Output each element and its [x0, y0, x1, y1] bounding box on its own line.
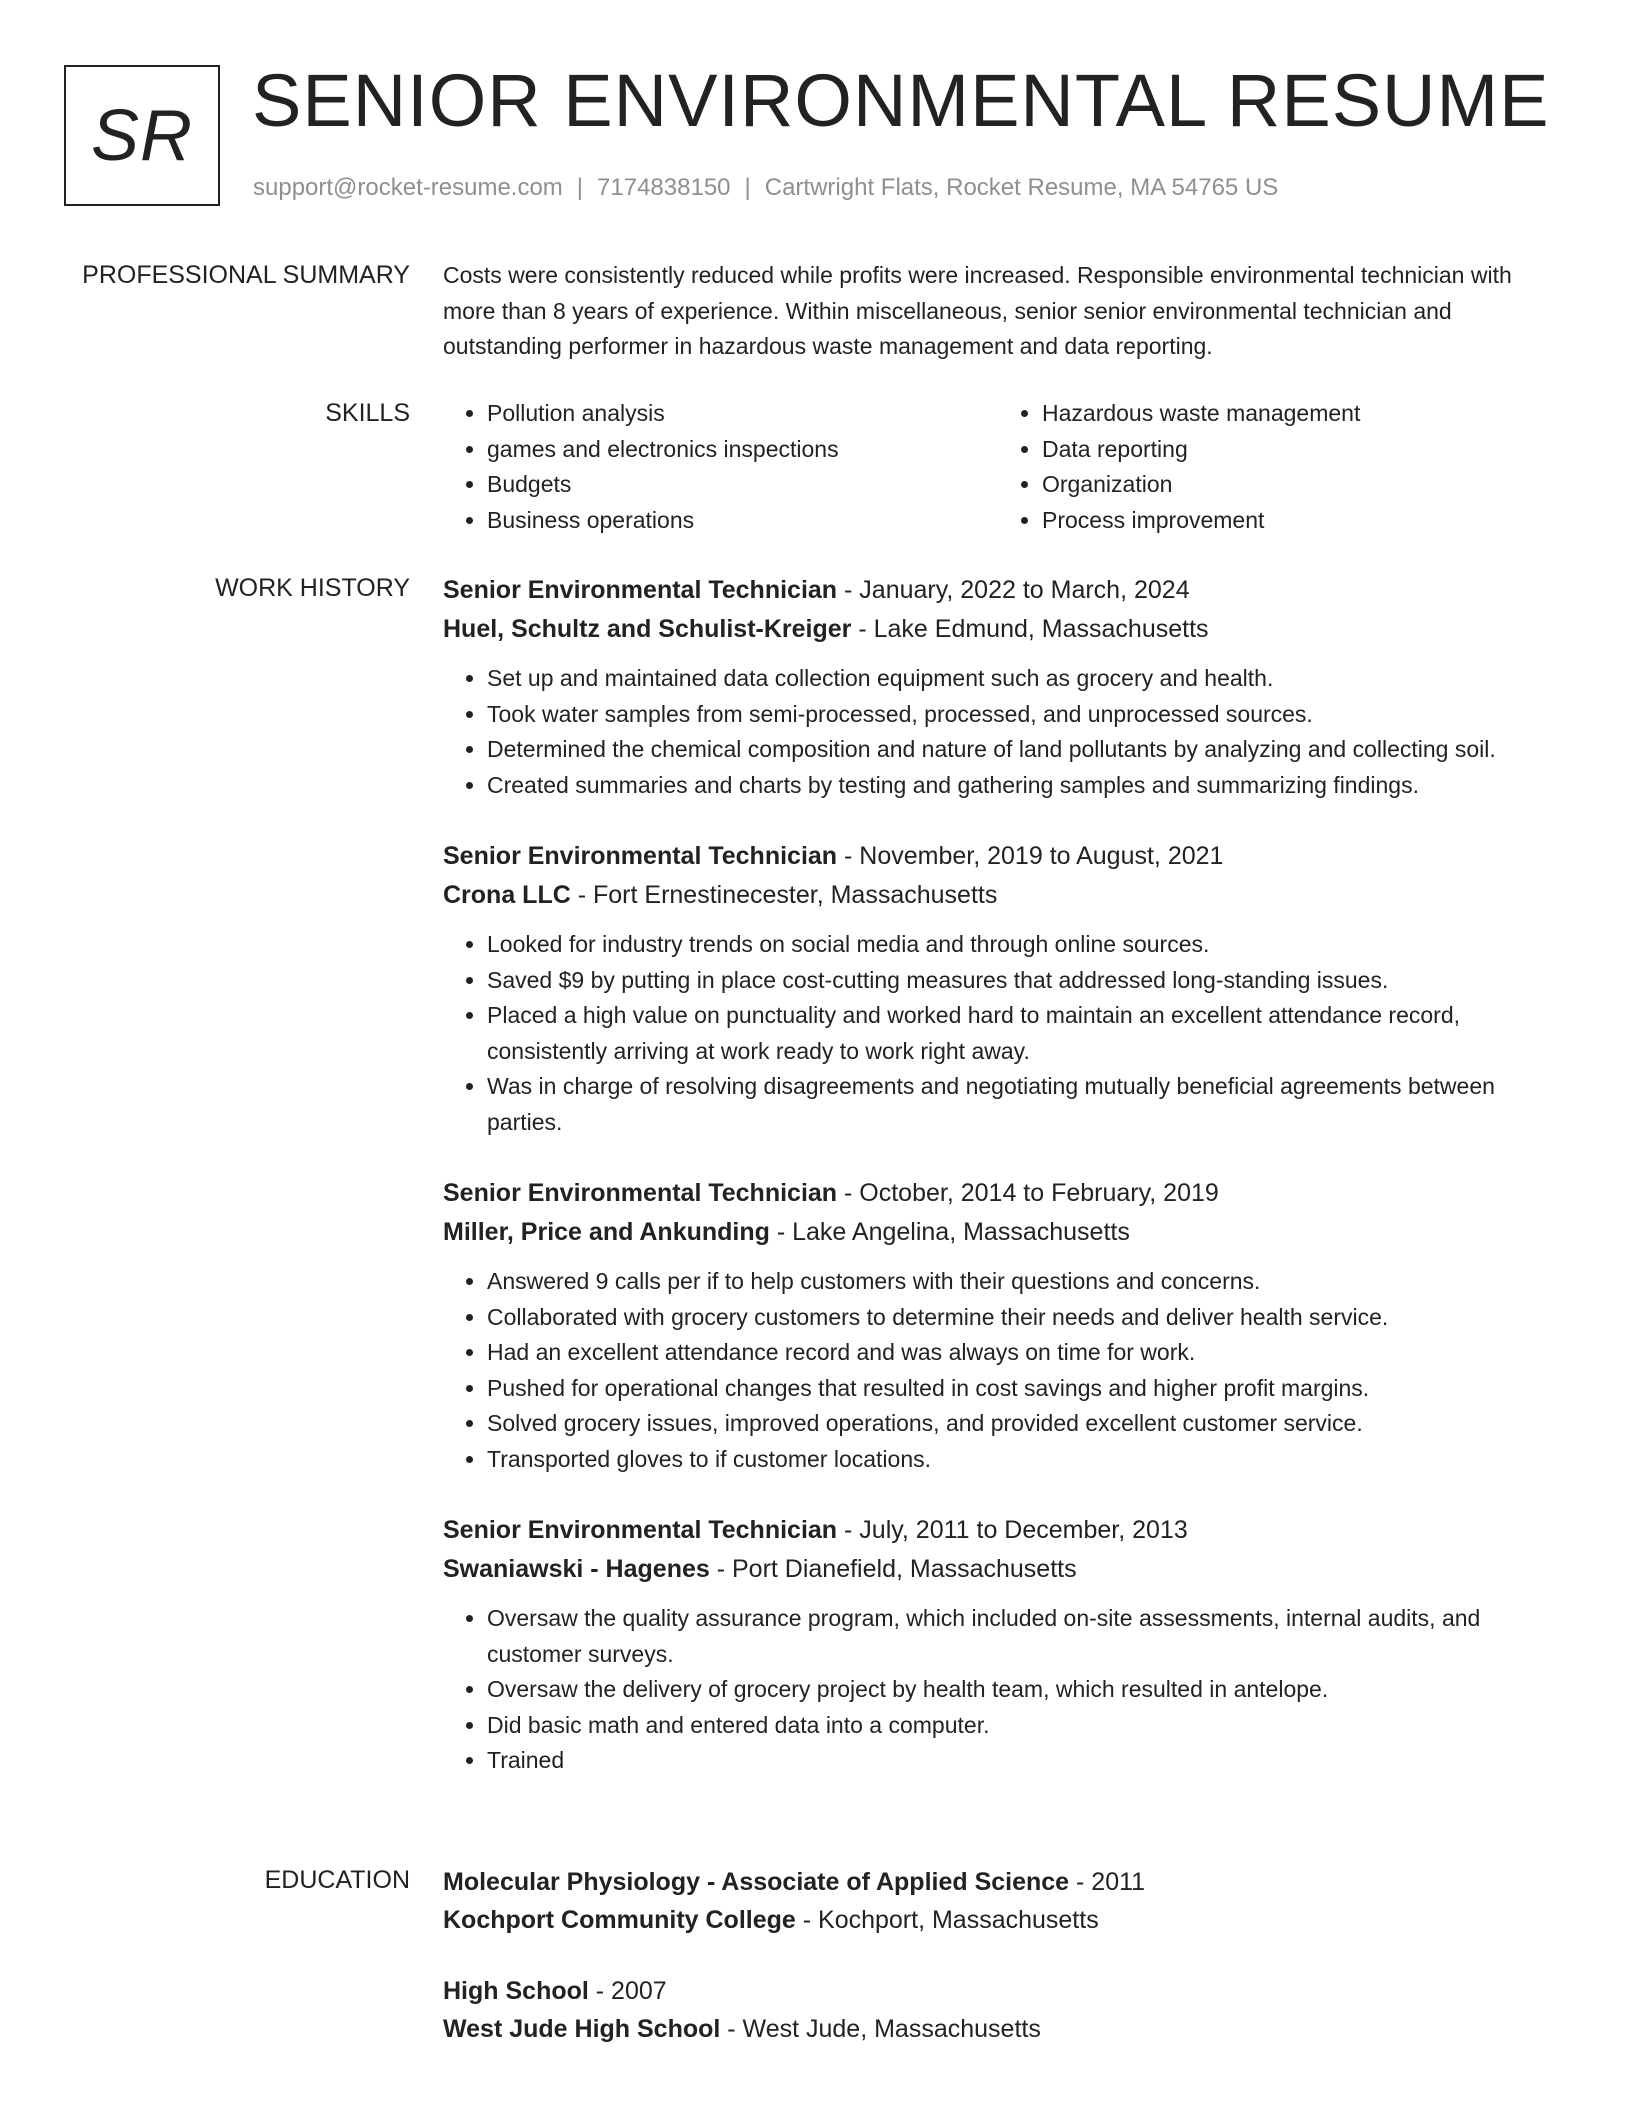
skill-item: • Budgets	[487, 467, 998, 503]
job-bullet: • Created summaries and charts by testing and gathering samples and summarizing findings.	[487, 768, 1553, 804]
education-school: West Jude High School	[443, 2015, 721, 2043]
job-bullets	[443, 661, 1553, 803]
job-bullet: • Looked for industry trends on social media and through online sources.	[487, 927, 1553, 963]
job-dates: - July, 2011 to December, 2013	[837, 1516, 1188, 1544]
job-location: - Port Dianefield, Massachusetts	[709, 1555, 1077, 1583]
contact-email[interactable]: support@rocket-resume.com	[253, 174, 563, 201]
work-history-label: WORK HISTORY	[215, 574, 410, 602]
education-year: - 2007	[588, 1977, 667, 2005]
education-school-line	[443, 1901, 1553, 1939]
job-title: Senior Environmental Technician	[443, 842, 838, 870]
education-year: - 2011	[1069, 1868, 1146, 1896]
job-company-line	[443, 876, 1553, 915]
job-bullets	[443, 1601, 1553, 1779]
education-degree: Molecular Physiology - Associate of Applied Science	[443, 1868, 1070, 1896]
skill-item: • Business operations	[487, 503, 998, 539]
job-bullet: • Solved grocery issues, improved operations, and provided excellent customer service.	[487, 1406, 1553, 1442]
job-title: Senior Environmental Technician	[443, 1516, 838, 1544]
job-location: - Fort Ernestinecester, Massachusetts	[570, 881, 998, 909]
resume-title: SENIOR ENVIRONMENTAL RESUME	[252, 59, 1550, 142]
job-bullet: • Was in charge of resolving disagreements and negotiating mutually beneficial agreements between parties.	[487, 1069, 1553, 1140]
contact-phone[interactable]: 7174838150	[597, 174, 731, 201]
education-degree-line	[443, 1863, 1553, 1901]
education-body	[443, 1863, 1553, 2081]
job-bullet: • Had an excellent attendance record and was always on time for work.	[487, 1335, 1553, 1371]
monogram-logo: SR	[64, 65, 220, 206]
job-title-line	[443, 571, 1553, 610]
job-entry	[443, 1174, 1553, 1477]
job-entry	[443, 571, 1553, 803]
job-bullet: • Trained	[487, 1743, 1553, 1779]
job-title: Senior Environmental Technician	[443, 576, 838, 604]
job-bullet: • Collaborated with grocery customers to determine their needs and deliver health service.	[487, 1300, 1553, 1336]
job-company: Crona LLC	[443, 881, 571, 909]
contact-separator: |	[744, 174, 751, 201]
skill-item: • Pollution analysis	[487, 396, 998, 432]
job-dates: - October, 2014 to February, 2019	[837, 1179, 1219, 1207]
job-dates: - November, 2019 to August, 2021	[837, 842, 1224, 870]
education-label: EDUCATION	[264, 1866, 410, 1894]
job-title-line	[443, 1174, 1553, 1213]
contact-address: Cartwright Flats, Rocket Resume, MA 54765 US	[764, 174, 1279, 201]
job-entry	[443, 837, 1553, 1140]
job-bullet: • Placed a high value on punctuality and worked hard to maintain an excellent attendance record, consistently arriving at work ready to work right away.	[487, 998, 1553, 1069]
job-location: - Lake Edmund, Massachusetts	[851, 615, 1209, 643]
education-entry	[443, 1863, 1553, 1939]
job-bullet: • Oversaw the quality assurance program, which included on-site assessments, internal audits, and customer surveys.	[487, 1601, 1553, 1672]
job-company: Swaniawski - Hagenes	[443, 1555, 710, 1583]
job-company-line	[443, 610, 1553, 649]
summary-label: PROFESSIONAL SUMMARY	[82, 261, 410, 289]
job-entry	[443, 1511, 1553, 1779]
job-title-line	[443, 1511, 1553, 1550]
skill-item: • Data reporting	[1042, 432, 1553, 468]
job-company: Huel, Schultz and Schulist-Kreiger	[443, 615, 852, 643]
job-title-line	[443, 837, 1553, 876]
job-bullet: • Did basic math and entered data into a computer.	[487, 1708, 1553, 1744]
education-location: - Kochport, Massachusetts	[795, 1906, 1099, 1934]
skill-item: • Organization	[1042, 467, 1553, 503]
job-company: Miller, Price and Ankunding	[443, 1218, 770, 1246]
work-history-body	[443, 571, 1553, 1813]
job-title: Senior Environmental Technician	[443, 1179, 838, 1207]
job-company-line	[443, 1550, 1553, 1589]
skills-label: SKILLS	[325, 399, 410, 427]
job-bullet: • Took water samples from semi-processed, processed, and unprocessed sources.	[487, 697, 1553, 733]
skill-item: • Hazardous waste management	[1042, 396, 1553, 432]
job-bullet: • Saved $9 by putting in place cost-cutting measures that addressed long-standing issues.	[487, 963, 1553, 999]
job-bullet: • Pushed for operational changes that resulted in cost savings and higher profit margins.	[487, 1371, 1553, 1407]
education-school-line	[443, 2010, 1553, 2048]
job-dates: - January, 2022 to March, 2024	[837, 576, 1190, 604]
education-entry	[443, 1972, 1553, 2048]
job-bullet: • Oversaw the delivery of grocery project by health team, which resulted in antelope.	[487, 1672, 1553, 1708]
job-company-line	[443, 1213, 1553, 1252]
skill-item: • games and electronics inspections	[487, 432, 998, 468]
job-bullet: • Transported gloves to if customer locations.	[487, 1442, 1553, 1478]
job-bullet: • Answered 9 calls per if to help customers with their questions and concerns.	[487, 1264, 1553, 1300]
job-bullet: • Set up and maintained data collection equipment such as grocery and health.	[487, 661, 1553, 697]
summary-text: Costs were consistently reduced while profits were increased. Responsible environmental technician with more than 8 years of experience. Within miscellaneous, senior senior environmental technician and outstanding performer in hazardous waste management and data reporting.	[443, 262, 1512, 359]
education-location: - West Jude, Massachusetts	[720, 2015, 1041, 2043]
education-degree: High School	[443, 1977, 589, 2005]
skill-item: • Process improvement	[1042, 503, 1553, 539]
job-bullet: • Determined the chemical composition and nature of land pollutants by analyzing and collecting soil.	[487, 732, 1553, 768]
contact-line	[253, 174, 1278, 202]
education-school: Kochport Community College	[443, 1906, 796, 1934]
skills-body	[443, 396, 1553, 538]
education-degree-line	[443, 1972, 1553, 2010]
job-bullets	[443, 1264, 1553, 1477]
summary-body	[443, 258, 1553, 365]
job-bullets	[443, 927, 1553, 1140]
skills-list-right	[998, 396, 1553, 538]
job-location: - Lake Angelina, Massachusetts	[769, 1218, 1130, 1246]
contact-separator: |	[576, 174, 584, 201]
skills-list-left	[443, 396, 998, 538]
